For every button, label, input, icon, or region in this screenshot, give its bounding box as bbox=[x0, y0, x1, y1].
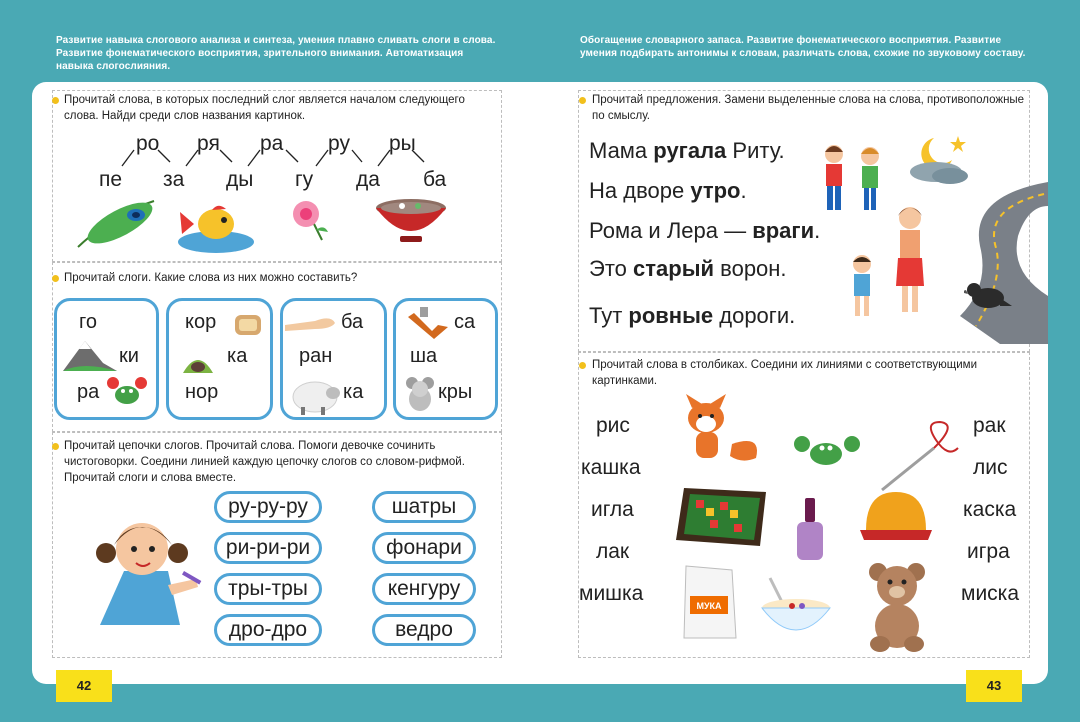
box-syllable: ша bbox=[410, 345, 438, 367]
hand-image bbox=[285, 311, 337, 333]
syllable-bottom: пе bbox=[99, 168, 123, 191]
right-column-word: лис bbox=[973, 456, 1008, 479]
sentence-highlight: враги bbox=[752, 218, 815, 243]
right-column-word: миска bbox=[961, 582, 1019, 605]
syllable-box-1 bbox=[54, 298, 159, 420]
porridge-bowl-image bbox=[758, 572, 834, 640]
nail-polish-image bbox=[794, 498, 826, 564]
syllable-chain-pill: дро-дро bbox=[214, 614, 322, 646]
sentence-highlight: ровные bbox=[628, 303, 714, 328]
syllable-box-2 bbox=[166, 298, 273, 420]
sentence-text: ворон. bbox=[720, 256, 787, 281]
fox-image bbox=[672, 394, 762, 466]
crab-image bbox=[105, 371, 151, 409]
syllable-box-3 bbox=[280, 298, 387, 420]
syllable-bottom: гу bbox=[295, 168, 314, 191]
game-board-image bbox=[674, 484, 770, 550]
burrow-image bbox=[181, 347, 215, 375]
helmet-image bbox=[858, 486, 934, 548]
goldfish-image bbox=[176, 200, 256, 254]
box-syllable: са bbox=[454, 311, 476, 333]
left-intro-text: Развитие навыка слогового анализа и синтеза, умения плавно сливать слоги в слова. Развитие фонематического восприятия, зрительного внимания. Автоматизация навыка слогослияния. bbox=[56, 35, 496, 72]
right-task1-text: Прочитай предложения. Замени выделенные слова на слова, противоположные по смыслу. bbox=[592, 94, 1025, 122]
rose-image bbox=[290, 198, 332, 246]
peacock-feather-image bbox=[72, 195, 158, 253]
syllable-top: ру bbox=[328, 132, 350, 155]
right-task2-text: Прочитай слова в столбиках. Соедини их линиями с соответствующими картинками. bbox=[592, 359, 978, 387]
task-bullet bbox=[579, 362, 586, 369]
mouse-image bbox=[402, 373, 440, 413]
sentence-highlight: старый bbox=[633, 256, 715, 281]
rhyme-word-pill: ведро bbox=[372, 614, 476, 646]
page-number-left: 42 bbox=[56, 670, 112, 702]
right-intro-text: Обогащение словарного запаса. Развитие фонематического восприятия. Развитие умения подбирать антонимы к словам, различать слова, схожие по звуковому составу. bbox=[580, 35, 1026, 59]
syllable-top: ря bbox=[197, 132, 220, 155]
mother-image bbox=[878, 198, 938, 318]
teddy-bear-image bbox=[860, 560, 936, 652]
crayfish-image bbox=[790, 428, 864, 476]
flour-bag-image bbox=[680, 560, 738, 642]
right-column-word: каска bbox=[963, 498, 1017, 521]
box-syllable: ба bbox=[341, 311, 364, 333]
task-bullet bbox=[579, 97, 586, 104]
sentence-text: Тут bbox=[589, 303, 623, 328]
needle-thread-image bbox=[878, 418, 964, 494]
sentence-2 bbox=[589, 178, 747, 204]
task-bullet bbox=[52, 443, 59, 450]
syllable-box-4 bbox=[393, 298, 498, 420]
syllable-chain-pill: ри-ри-ри bbox=[214, 532, 322, 564]
box-syllable: го bbox=[79, 311, 97, 333]
syllable-arrows bbox=[100, 138, 440, 178]
sentence-4 bbox=[589, 256, 787, 282]
box-syllable: кры bbox=[438, 381, 473, 403]
girl-image bbox=[844, 252, 882, 320]
sentence-text: . bbox=[814, 218, 821, 243]
left-column-word: рис bbox=[596, 414, 630, 437]
sentence-text: Рома и Лера — bbox=[589, 218, 747, 243]
left-column-word: игла bbox=[591, 498, 634, 521]
sentence-5 bbox=[589, 303, 795, 329]
raven-image bbox=[964, 276, 1014, 320]
flour-bag-label: МУКА bbox=[696, 601, 722, 611]
left-column-word: лак bbox=[596, 540, 630, 563]
syllable-top: ра bbox=[260, 132, 284, 155]
rhyme-word-pill: фонари bbox=[372, 532, 476, 564]
syllable-bottom: да bbox=[356, 168, 380, 191]
sentence-text: дороги. bbox=[719, 303, 796, 328]
box-syllable: нор bbox=[185, 381, 219, 403]
syllable-top: ры bbox=[389, 132, 416, 155]
sentence-text: Риту. bbox=[732, 138, 785, 163]
box-syllable: ка bbox=[343, 381, 364, 403]
page-number-right: 43 bbox=[966, 670, 1022, 702]
sheep-image bbox=[289, 375, 341, 417]
sentence-text: На дворе bbox=[589, 178, 685, 203]
rhyme-word-pill: кенгуру bbox=[372, 573, 476, 605]
soup-bowl-image bbox=[374, 194, 448, 244]
syllable-bottom: за bbox=[163, 168, 185, 191]
right-column-word: игра bbox=[967, 540, 1010, 563]
syllable-bottom: ба bbox=[423, 168, 447, 191]
boomerang-image bbox=[404, 307, 452, 345]
right-column-word: рак bbox=[973, 414, 1006, 437]
box-syllable: ки bbox=[119, 345, 139, 367]
left-task1-text: Прочитай слова, в которых последний слог является началом следующего слова. Найди среди слов названия картинок. bbox=[64, 94, 465, 122]
box-syllable: ра bbox=[77, 381, 100, 403]
syllable-top: ро bbox=[136, 132, 160, 155]
syllable-chain-pill: ру-ру-ру bbox=[214, 491, 322, 523]
left-task3-text: Прочитай цепочки слогов. Прочитай слова. Помоги девочке сочинить чистоговорки. Соедини линией каждую цепочку слогов со словом-рифмой. Прочитай слоги и слова вместе. bbox=[64, 440, 465, 484]
sentence-3 bbox=[589, 218, 820, 244]
rhyme-word-pill: шатры bbox=[372, 491, 476, 523]
syllable-bottom: ды bbox=[226, 168, 254, 191]
road-image bbox=[940, 176, 1048, 346]
bread-image bbox=[233, 311, 263, 337]
task-bullet bbox=[52, 97, 59, 104]
box-syllable: ран bbox=[299, 345, 333, 367]
sentence-text: Мама bbox=[589, 138, 648, 163]
left-task2-text: Прочитай слоги. Какие слова из них можно составить? bbox=[64, 272, 358, 284]
sentence-text: . bbox=[740, 178, 747, 203]
sentence-1 bbox=[589, 138, 785, 164]
girl-writing-image bbox=[80, 505, 210, 635]
box-syllable: ка bbox=[227, 345, 248, 367]
mountain-image bbox=[63, 337, 117, 371]
task-bullet bbox=[52, 275, 59, 282]
syllable-chain-pill: тры-тры bbox=[214, 573, 322, 605]
sentence-text: Это bbox=[589, 256, 627, 281]
sentence-highlight: утро bbox=[690, 178, 741, 203]
box-syllable: кор bbox=[185, 311, 217, 333]
left-column-word: кашка bbox=[581, 456, 641, 479]
left-column-word: мишка bbox=[579, 582, 644, 605]
sentence-highlight: ругала bbox=[653, 138, 727, 163]
